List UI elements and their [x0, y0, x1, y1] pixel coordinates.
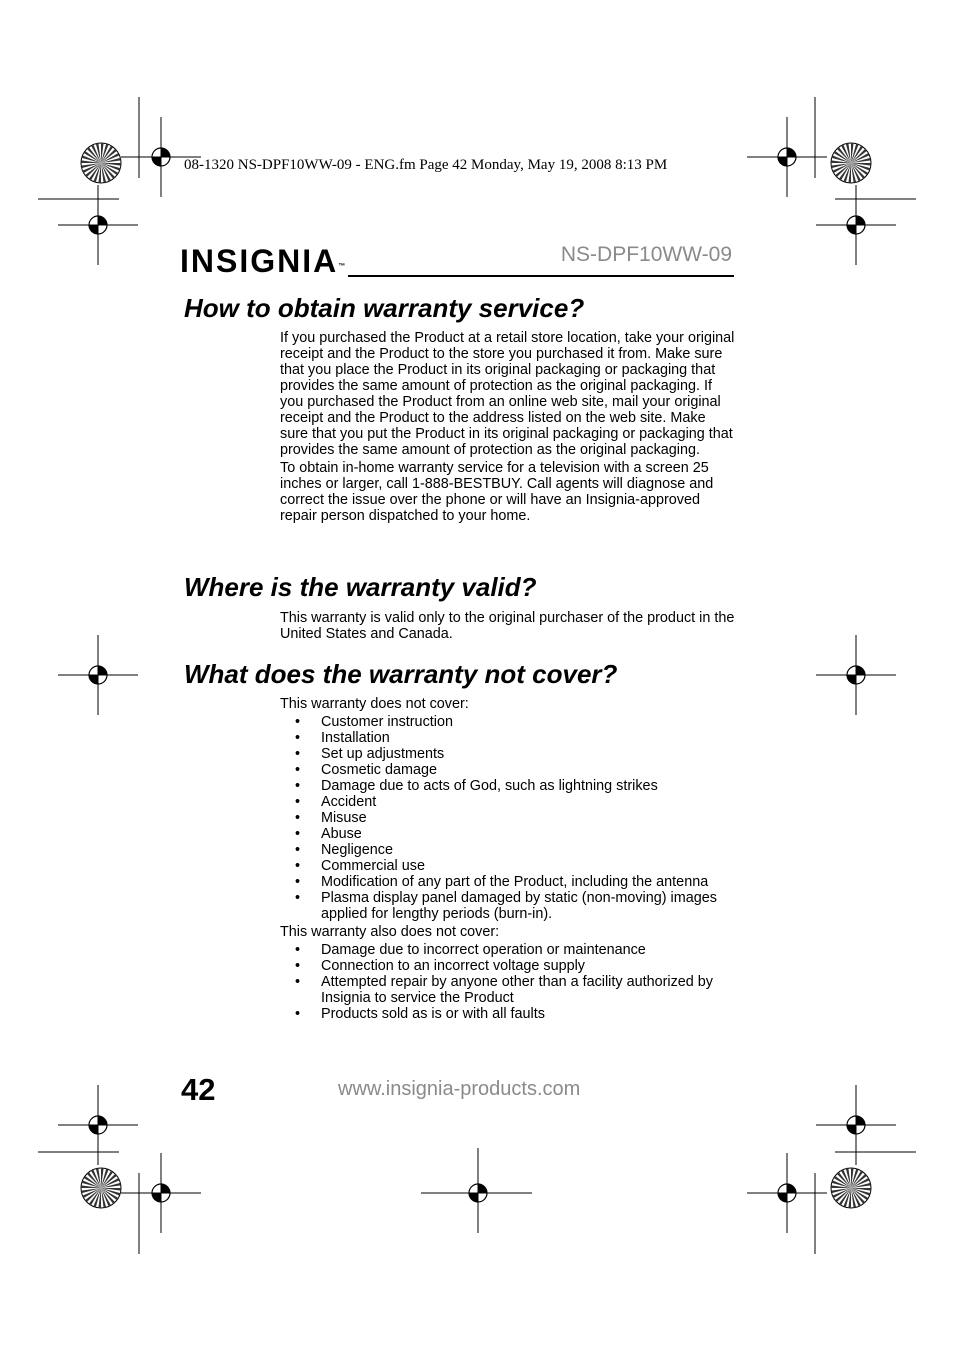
print-header: 08-1320 NS-DPF10WW-09 - ENG.fm Page 42 Monday, May 19, 2008 8:13 PM — [184, 157, 668, 173]
list-item-text: Commercial use — [321, 858, 425, 874]
obtain-paragraph-1: If you purchased the Product at a retail store location, take your original receipt and the Product to the store you purchased it from. Make sure that you place the Product in its original packaging or packaging that provides the same amount of protection as the original packaging. If you purchased the Product from an online web site, mail your original receipt and the Product to the address listed on the web site. Make sure that you put the Product in its original packaging or packaging that provides the same amount of protection as the original packaging. — [280, 330, 735, 458]
registration-quadrant — [787, 1184, 796, 1193]
list-item — [280, 746, 735, 762]
not-cover-intro-1: This warranty does not cover: — [280, 696, 469, 712]
page-number: 42 — [181, 1072, 216, 1107]
bullet-icon: • — [295, 942, 301, 958]
registration-quadrant — [856, 666, 865, 675]
list-item-text: Misuse — [321, 810, 367, 826]
list-item — [280, 942, 735, 958]
not-cover-intro-2: This warranty also does not cover: — [280, 924, 500, 940]
registration-quadrant — [152, 1193, 161, 1202]
list-item-text: Cosmetic damage — [321, 762, 437, 778]
list-item — [280, 842, 735, 858]
list-item — [280, 974, 735, 1006]
list-item-text: Abuse — [321, 826, 362, 842]
registration-quadrant — [787, 148, 796, 157]
section-body-obtain — [280, 330, 735, 526]
registration-quadrant — [89, 1125, 98, 1134]
registration-quadrant — [98, 1116, 107, 1125]
registration-quadrant — [89, 225, 98, 234]
registration-quadrant — [778, 1193, 787, 1202]
list-item — [280, 890, 735, 922]
valid-paragraph: This warranty is valid only to the original purchaser of the product in the United States and Canada. — [280, 610, 735, 642]
model-number: NS-DPF10WW-09 — [560, 243, 732, 266]
list-item-text: Installation — [321, 730, 390, 746]
bullet-icon: • — [295, 858, 301, 874]
registration-quadrant — [847, 675, 856, 684]
section-body-not-cover — [280, 696, 735, 1024]
section-title-valid: Where is the warranty valid? — [184, 572, 537, 602]
registration-quadrant — [856, 216, 865, 225]
list-item — [280, 810, 735, 826]
trademark-symbol: ™ — [338, 263, 346, 270]
list-item-text: Damage due to acts of God, such as lightning strikes — [321, 778, 658, 794]
header-rule — [348, 275, 734, 277]
registration-quadrant — [847, 225, 856, 234]
registration-quadrant — [856, 1116, 865, 1125]
section-body-valid — [280, 610, 735, 644]
list-item — [280, 826, 735, 842]
list-item — [280, 958, 735, 974]
exclusion-list-1 — [280, 714, 735, 922]
logo-text: INSIGNIA — [180, 243, 339, 279]
list-item-text: Accident — [321, 794, 377, 810]
registration-quadrant — [89, 675, 98, 684]
list-item — [280, 1006, 735, 1022]
registration-quadrant — [152, 157, 161, 166]
list-item — [280, 778, 735, 794]
bullet-icon: • — [295, 746, 301, 762]
insignia-logo — [180, 241, 345, 281]
list-item-text: Modification of any part of the Product, including the antenna — [321, 874, 709, 890]
list-item-text: Plasma display panel damaged by static (non-moving) images applied for lengthy periods (burn-in). — [321, 890, 717, 922]
bullet-icon: • — [295, 762, 301, 778]
bullet-icon: • — [295, 810, 301, 826]
obtain-paragraph-2: To obtain in-home warranty service for a television with a screen 25 inches or larger, call 1-888-BESTBUY. Call agents will diagnose and correct the issue over the phone or will have an Insignia-approved repair person dispatched to your home. — [280, 460, 714, 524]
section-title-obtain: How to obtain warranty service? — [184, 293, 585, 323]
footer-url: www.insignia-products.com — [338, 1078, 581, 1100]
bullet-icon: • — [295, 730, 301, 746]
list-item-text: Products sold as is or with all faults — [321, 1006, 545, 1022]
exclusion-list-2 — [280, 942, 735, 1022]
list-item — [280, 730, 735, 746]
list-item — [280, 714, 735, 730]
bullet-icon: • — [295, 778, 301, 794]
registration-quadrant — [98, 216, 107, 225]
bullet-icon: • — [295, 974, 301, 990]
registration-quadrant — [469, 1193, 478, 1202]
list-item-text: Attempted repair by anyone other than a facility authorized by Insignia to service the Product — [321, 974, 713, 1006]
bullet-icon: • — [295, 1006, 301, 1022]
registration-quadrant — [98, 666, 107, 675]
list-item-text: Set up adjustments — [321, 746, 445, 762]
registration-quadrant — [161, 148, 170, 157]
list-item — [280, 874, 735, 890]
bullet-icon: • — [295, 874, 301, 890]
registration-quadrant — [161, 1184, 170, 1193]
bullet-icon: • — [295, 826, 301, 842]
bullet-icon: • — [295, 958, 301, 974]
list-item-text: Connection to an incorrect voltage supply — [321, 958, 585, 974]
list-item — [280, 858, 735, 874]
list-item-text: Damage due to incorrect operation or maintenance — [321, 942, 646, 958]
registration-quadrant — [847, 1125, 856, 1134]
list-item-text: Negligence — [321, 842, 394, 858]
registration-quadrant — [778, 157, 787, 166]
registration-quadrant — [478, 1184, 487, 1193]
list-item — [280, 794, 735, 810]
list-item — [280, 762, 735, 778]
bullet-icon: • — [295, 794, 301, 810]
bullet-icon: • — [295, 714, 301, 730]
bullet-icon: • — [295, 890, 301, 906]
list-item-text: Customer instruction — [321, 714, 453, 730]
section-title-not-cover: What does the warranty not cover? — [184, 659, 618, 689]
bullet-icon: • — [295, 842, 301, 858]
